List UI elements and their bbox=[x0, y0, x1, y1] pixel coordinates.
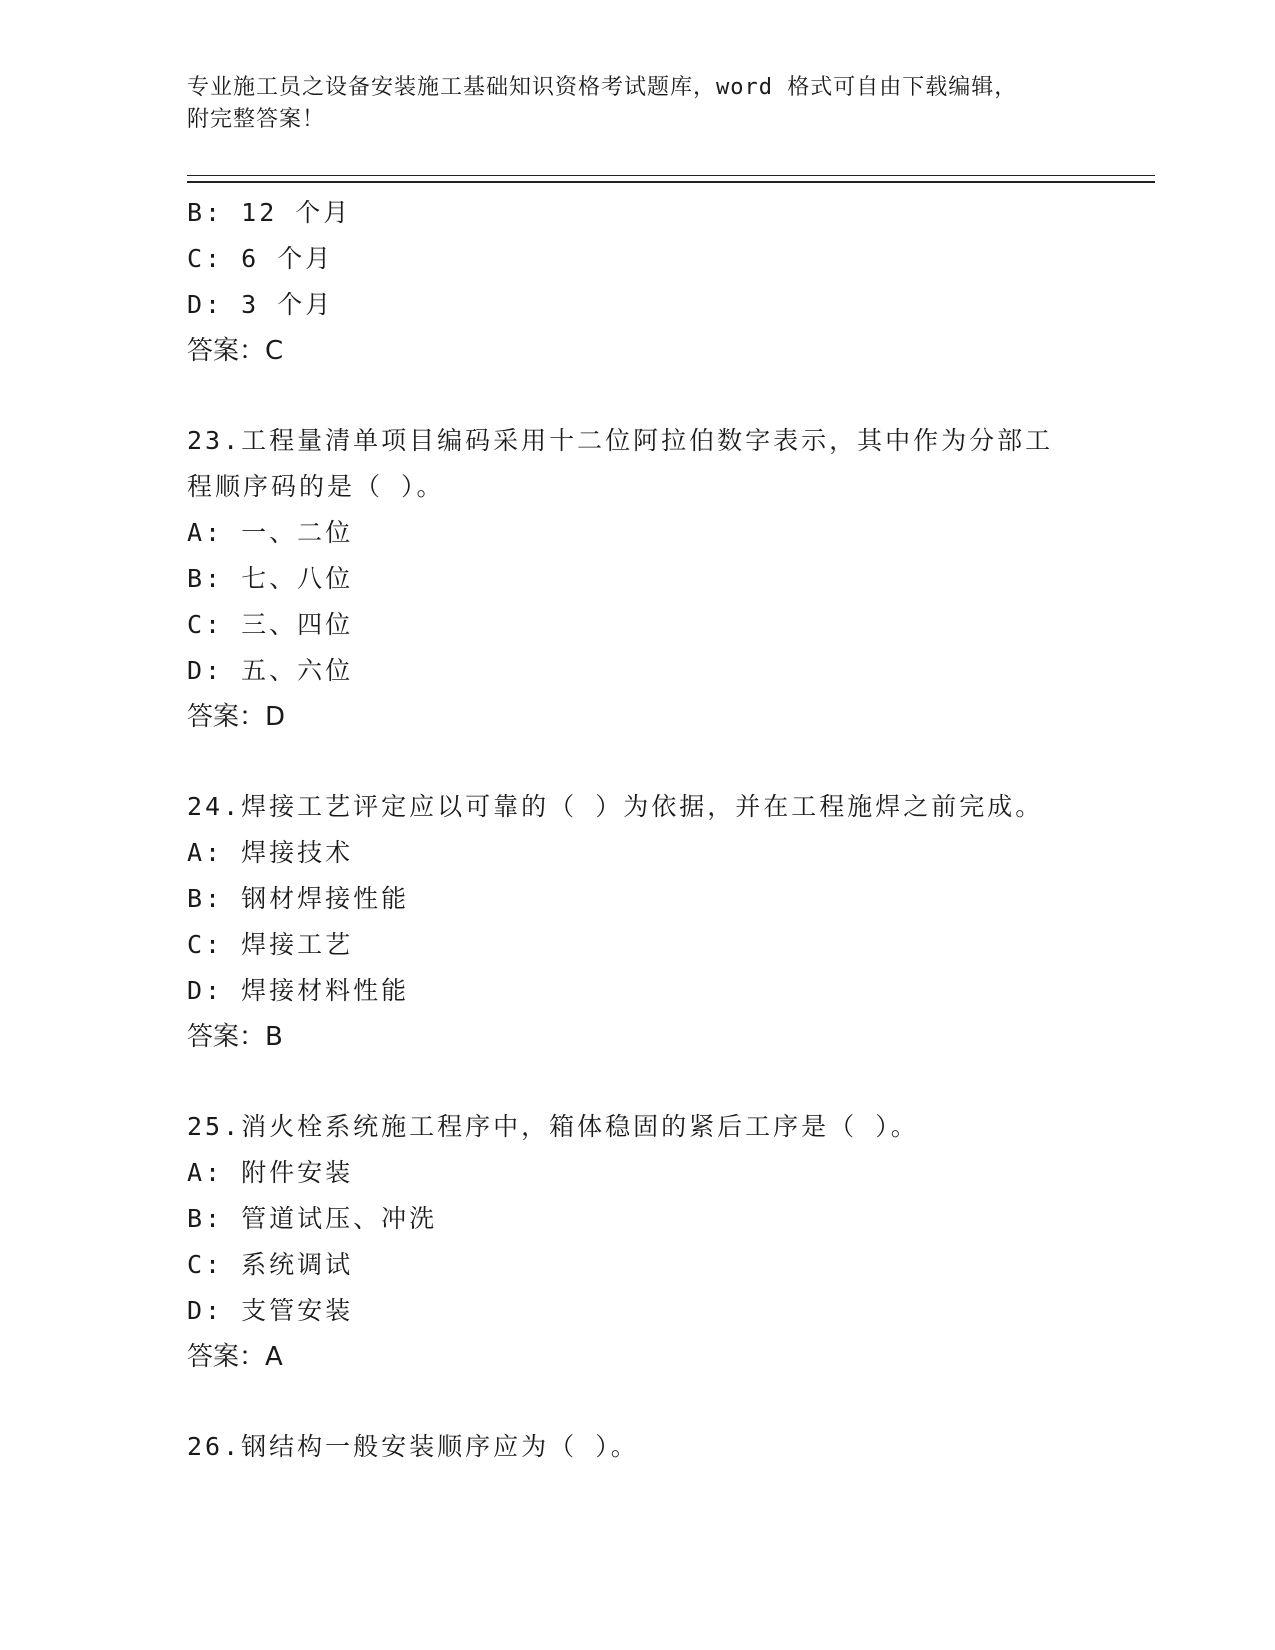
option-a: A: 附件安装 bbox=[187, 1158, 354, 1187]
header-divider bbox=[187, 175, 1155, 183]
option-b: B: 七、八位 bbox=[187, 564, 354, 593]
answer-line: 答案：A bbox=[187, 1342, 283, 1372]
question-stem-line-1: 26.钢结构一般安装顺序应为（ ）。 bbox=[187, 1432, 639, 1461]
option-a: A: 焊接技术 bbox=[187, 838, 354, 867]
question-stem-line-1: 24.焊接工艺评定应以可靠的（ ）为依据，并在工程施焊之前完成。 bbox=[187, 792, 1044, 821]
option-c: C: 系统调试 bbox=[187, 1250, 354, 1279]
option-d: D: 支管安装 bbox=[187, 1296, 354, 1325]
question-stem-line-1: 25.消火栓系统施工程序中，箱体稳固的紧后工序是（ ）。 bbox=[187, 1112, 919, 1141]
document-header bbox=[187, 72, 1087, 136]
option-c: C: 焊接工艺 bbox=[187, 930, 354, 959]
option-d: D: 3 个月 bbox=[187, 290, 334, 319]
option-c: C: 6 个月 bbox=[187, 244, 334, 273]
answer-line: 答案：C bbox=[187, 336, 284, 366]
question-25 bbox=[187, 1104, 1087, 1380]
answer-line: 答案：D bbox=[187, 702, 286, 732]
prev-question-block bbox=[187, 190, 1087, 374]
option-b: B: 管道试压、冲洗 bbox=[187, 1204, 438, 1233]
option-b: B: 钢材焊接性能 bbox=[187, 884, 410, 913]
answer-line: 答案：B bbox=[187, 1022, 283, 1052]
question-24 bbox=[187, 784, 1087, 1060]
question-23 bbox=[187, 418, 1087, 740]
document-body bbox=[187, 190, 1087, 1470]
question-26 bbox=[187, 1424, 1087, 1470]
option-d: D: 五、六位 bbox=[187, 656, 354, 685]
question-stem-line-2: 程顺序码的是（ ）。 bbox=[187, 472, 445, 501]
option-a: A: 一、二位 bbox=[187, 518, 354, 547]
option-c: C: 三、四位 bbox=[187, 610, 354, 639]
option-b: B: 12 个月 bbox=[187, 198, 352, 227]
question-stem-line-1: 23.工程量清单项目编码采用十二位阿拉伯数字表示，其中作为分部工 bbox=[187, 426, 1054, 455]
header-line-2: 附完整答案！ bbox=[187, 107, 326, 132]
header-line-1: 专业施工员之设备安装施工基础知识资格考试题库，word 格式可自由下载编辑， bbox=[187, 75, 1018, 100]
option-d: D: 焊接材料性能 bbox=[187, 976, 410, 1005]
